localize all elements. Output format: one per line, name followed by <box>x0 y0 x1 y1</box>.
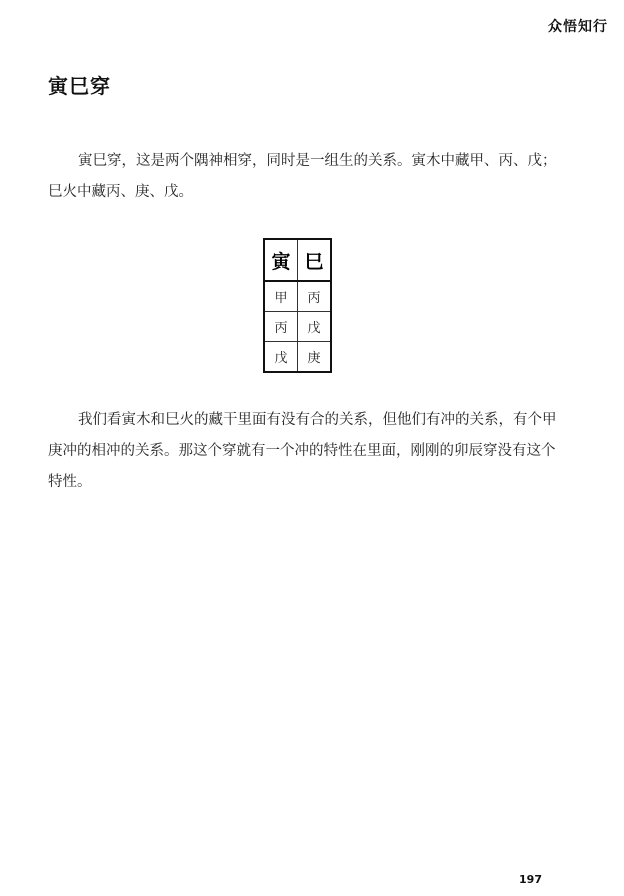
table-header-row <box>264 239 331 281</box>
page-number: 197 <box>519 873 542 886</box>
table-cell: 丙 <box>264 312 298 342</box>
table-header-yin: 寅 <box>264 239 298 281</box>
paragraph-intro: 寅巳穿，这是两个隅神相穿，同时是一组生的关系。寅木中藏甲、丙、戊；巳火中藏丙、庚、戊。 <box>48 153 557 200</box>
table-cell: 丙 <box>298 281 332 312</box>
table-cell: 庚 <box>298 342 332 373</box>
table-cell: 甲 <box>264 281 298 312</box>
paragraph-analysis: 我们看寅木和巳火的藏干里面有没有合的关系，但他们有冲的关系，有个甲庚冲的相冲的关系。那这个穿就有一个冲的特性在里面，刚刚的卯辰穿没有这个特性。 <box>48 412 557 490</box>
book-title: 众悟知行 <box>548 19 608 35</box>
table-row <box>264 281 331 312</box>
table-cell: 戊 <box>264 342 298 373</box>
table-header-si: 巳 <box>298 239 332 281</box>
table-row <box>264 312 331 342</box>
table-cell: 戊 <box>298 312 332 342</box>
section-title: 寅巳穿 <box>48 74 111 98</box>
table-row <box>264 342 331 373</box>
hidden-stems-table <box>263 238 332 373</box>
